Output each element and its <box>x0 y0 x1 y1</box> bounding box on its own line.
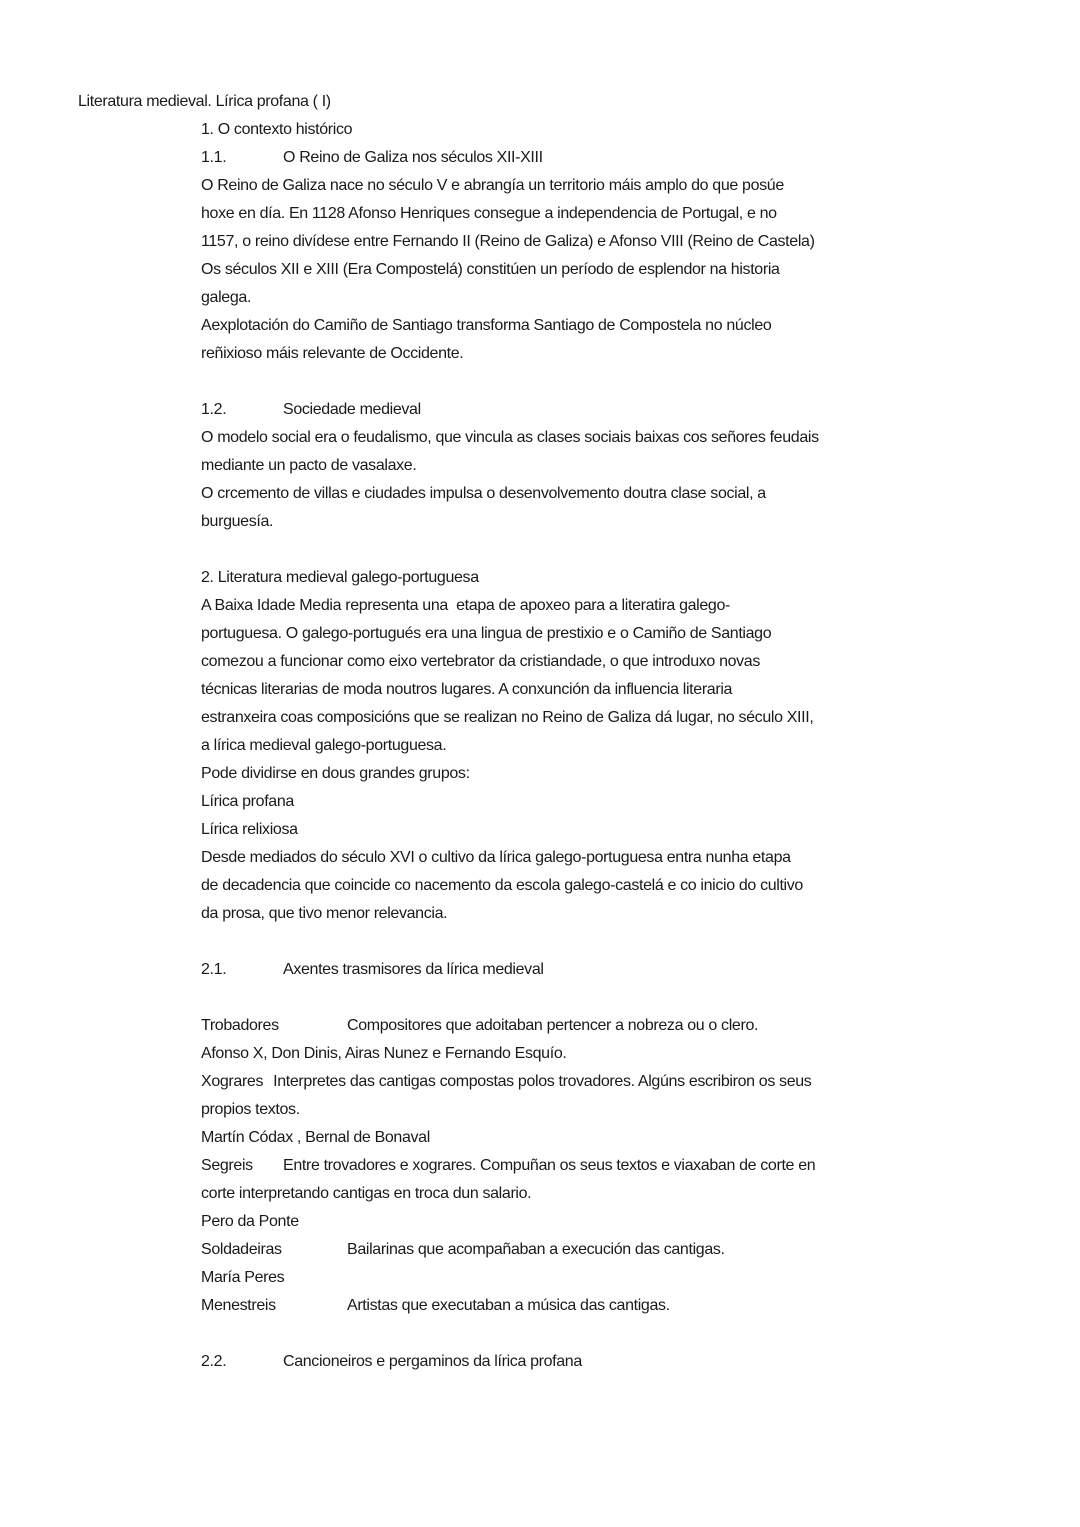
definition-menestreis <box>0 1292 1080 1320</box>
paragraph-line: de decadencia que coincide co nacemento da escola galego-castelá e co inicio do cultivo <box>201 877 803 894</box>
term: Trobadores <box>201 1017 279 1034</box>
examples: Afonso X, Don Dinis, Airas Nunez e Fernando Esquío. <box>201 1045 567 1062</box>
paragraph-line: técnicas literarias de moda noutros lugares. A conxunción da influencia literaria <box>201 681 733 698</box>
blank-line <box>0 984 1080 1012</box>
section-title: Sociedade medieval <box>283 401 421 418</box>
paragraph-line: O Reino de Galiza nace no século V e abrangía un territorio máis amplo do que posúe <box>201 177 784 194</box>
paragraph-line: hoxe en día. En 1128 Afonso Henriques consegue a independencia de Portugal, e no <box>201 205 777 222</box>
paragraph-line: portuguesa. O galego-portugués era una lingua de prestixio e o Camiño de Santiago <box>201 625 772 642</box>
definition-segreis <box>0 1152 1080 1180</box>
paragraph-line: a lírica medieval galego-portuguesa. <box>201 737 447 754</box>
examples: Martín Códax , Bernal de Bonaval <box>201 1129 430 1146</box>
definition: Entre trovadores e xograres. Compuñan os seus textos e viaxaban de corte en <box>283 1157 816 1174</box>
list-item: Lírica relixiosa <box>201 821 298 838</box>
blank-line <box>0 368 1080 396</box>
term: Segreis <box>201 1157 253 1174</box>
paragraph-line: Aexplotación do Camiño de Santiago transforma Santiago de Compostela no núcleo <box>201 317 772 334</box>
paragraph-line: Pode dividirse en dous grandes grupos: <box>201 765 470 782</box>
document-title: Literatura medieval. Lírica profana ( I) <box>78 93 331 110</box>
section-1-1-heading <box>0 144 1080 172</box>
definition-continued: propios textos. <box>201 1101 300 1118</box>
section-number: 1.2. <box>201 401 227 418</box>
paragraph-line: O crcemento de villas e ciudades impulsa o desenvolvemento doutra clase social, a <box>201 485 766 502</box>
blank-line <box>0 1320 1080 1348</box>
paragraph-line: da prosa, que tivo menor relevancia. <box>201 905 448 922</box>
blank-line <box>0 928 1080 956</box>
section-title: Cancioneiros e pergaminos da lírica profana <box>283 1353 582 1370</box>
section-2-2-heading <box>0 1348 1080 1376</box>
term: Xograres <box>201 1073 264 1090</box>
section-title: Axentes trasmisores da lírica medieval <box>283 961 544 978</box>
definition: Artistas que executaban a música das cantigas. <box>347 1297 670 1314</box>
paragraph-line: burguesía. <box>201 513 274 530</box>
section-title: O Reino de Galiza nos séculos XII-XIII <box>283 149 543 166</box>
definition-trobadores <box>0 1012 1080 1040</box>
paragraph-line: Os séculos XII e XIII (Era Compostelá) constitúen un período de esplendor na historia <box>201 261 780 278</box>
term: Soldadeiras <box>201 1241 282 1258</box>
section-number: 1.1. <box>201 149 227 166</box>
blank-line <box>0 536 1080 564</box>
definition: Compositores que adoitaban pertencer a nobreza ou o clero. <box>347 1017 759 1034</box>
examples: María Peres <box>201 1269 285 1286</box>
section-number: 2.1. <box>201 961 227 978</box>
examples: Pero da Ponte <box>201 1213 299 1230</box>
paragraph-line: mediante un pacto de vasalaxe. <box>201 457 417 474</box>
section-2-1-heading <box>0 956 1080 984</box>
paragraph-line: A Baixa Idade Media representa una etapa de apoxeo para a literatira galego- <box>201 597 730 614</box>
paragraph-line: galega. <box>201 289 252 306</box>
paragraph-line: O modelo social era o feudalismo, que vincula as clases sociais baixas cos señores feudais <box>201 429 819 446</box>
section-2-heading: 2. Literatura medieval galego-portuguesa <box>201 569 479 586</box>
paragraph-line: 1157, o reino divídese entre Fernando II (Reino de Galiza) e Afonso VIII (Reino de Castela) <box>201 233 815 250</box>
definition: Bailarinas que acompañaban a execución das cantigas. <box>347 1241 725 1258</box>
section-1-2-heading <box>0 396 1080 424</box>
section-number: 2.2. <box>201 1353 227 1370</box>
section-1-heading: 1. O contexto histórico <box>201 121 353 138</box>
list-item: Lírica profana <box>201 793 294 810</box>
paragraph-line: estranxeira coas composicións que se realizan no Reino de Galiza dá lugar, no século XIII, <box>201 709 814 726</box>
definition: Interpretes das cantigas compostas polos trovadores. Algúns escribiron os seus <box>273 1073 812 1090</box>
document-page <box>0 88 1080 1376</box>
definition-xograres <box>0 1068 1080 1096</box>
definition-soldadeiras <box>0 1236 1080 1264</box>
paragraph-line: reñixioso máis relevante de Occidente. <box>201 345 464 362</box>
term: Menestreis <box>201 1297 276 1314</box>
paragraph-line: comezou a funcionar como eixo vertebrator da cristiandade, o que introduxo novas <box>201 653 761 670</box>
definition-continued: corte interpretando cantigas en troca dun salario. <box>201 1185 532 1202</box>
paragraph-line: Desde mediados do século XVI o cultivo da lírica galego-portuguesa entra nunha etapa <box>201 849 791 866</box>
